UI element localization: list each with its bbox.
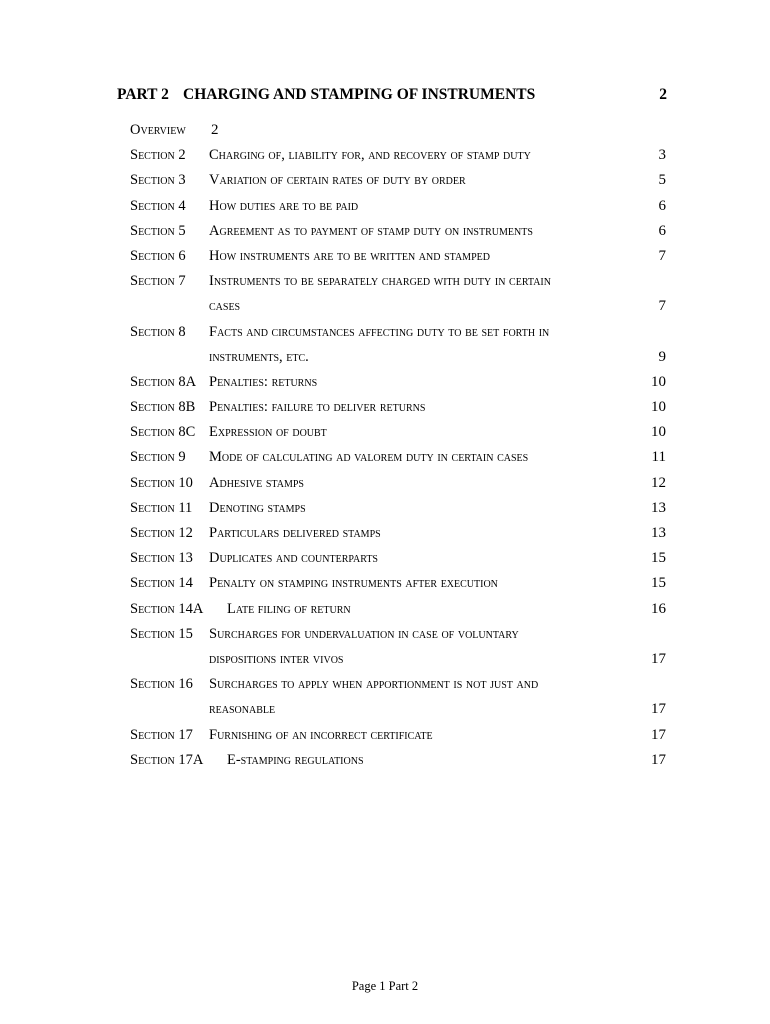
toc-section-title: Duplicates and counterparts (209, 550, 378, 567)
toc-section-title: Penalty on stamping instruments after execution (209, 575, 498, 592)
toc-section-title: Charging of, liability for, and recovery of stamp duty (209, 147, 531, 164)
toc-page-number: 10 (651, 424, 666, 441)
toc-entry (130, 597, 666, 622)
toc-section-title: Mode of calculating ad valorem duty in certain cases (209, 449, 529, 466)
toc-section-title: Expression of doubt (209, 424, 327, 441)
toc-section-number: Section 12 (130, 525, 193, 541)
toc-section-title: Penalties: returns (209, 373, 318, 390)
table-of-contents (130, 118, 666, 773)
toc-section-title: Denoting stamps (209, 499, 306, 516)
toc-page-number: 13 (651, 525, 666, 541)
toc-page-number: 10 (651, 373, 666, 390)
part-label: PART 2 (117, 86, 169, 103)
toc-page-number: 7 (658, 298, 666, 315)
toc-entry (130, 672, 666, 722)
toc-entry (130, 370, 666, 395)
toc-page-number: 9 (658, 348, 666, 365)
toc-section-number: Section 11 (130, 499, 193, 516)
part-title: CHARGING AND STAMPING OF INSTRUMENTS (183, 86, 536, 103)
toc-section-number: Section 8A (130, 373, 197, 390)
toc-entry-overview (130, 118, 666, 143)
overview-label: Overview (130, 122, 186, 138)
toc-entry (130, 546, 666, 571)
toc-page-number: 15 (651, 575, 666, 592)
toc-entry (130, 748, 666, 773)
toc-page-number: 15 (651, 550, 666, 567)
toc-section-title: Furnishing of an incorrect certificate (209, 726, 433, 743)
toc-entry (130, 168, 666, 193)
toc-page-number: 5 (658, 172, 666, 189)
toc-section-number: Section 14A (130, 600, 204, 617)
toc-entry (130, 496, 666, 521)
toc-section-number: Section 6 (130, 247, 186, 264)
toc-section-title: Variation of certain rates of duty by order (209, 172, 466, 189)
toc-section-title-continued: cases (209, 298, 241, 315)
toc-section-number: Section 16 (130, 676, 193, 693)
toc-section-number: Section 7 (130, 273, 186, 290)
toc-section-number: Section 8B (130, 399, 196, 416)
toc-page-number: 17 (651, 701, 666, 718)
toc-entry (130, 194, 666, 219)
toc-section-number: Section 9 (130, 449, 186, 466)
toc-section-number: Section 14 (130, 575, 193, 592)
toc-page-number: 3 (658, 147, 666, 164)
toc-page-number: 17 (651, 726, 666, 743)
toc-page-number: 11 (651, 449, 666, 466)
toc-entry (130, 244, 666, 269)
toc-entry (130, 320, 666, 370)
toc-section-title: Late filing of return (227, 600, 351, 617)
toc-section-title: Penalties: failure to deliver returns (209, 399, 426, 416)
toc-section-title: Surcharges for undervaluation in case of voluntary (209, 625, 519, 642)
toc-section-title: Instruments to be separately charged with duty in certain (209, 273, 551, 290)
toc-entry (130, 571, 666, 596)
toc-page-number: 10 (651, 399, 666, 416)
toc-section-title: Surcharges to apply when apportionment is not just and (209, 676, 539, 693)
toc-section-title-continued: reasonable (209, 701, 276, 718)
toc-section-title-continued: instruments, etc. (209, 348, 309, 365)
toc-section-number: Section 17 (130, 726, 193, 743)
toc-section-number: Section 8C (130, 424, 196, 441)
toc-section-title: How instruments are to be written and stamped (209, 247, 490, 264)
toc-section-number: Section 5 (130, 222, 186, 239)
toc-section-number: Section 2 (130, 147, 186, 164)
toc-entry (130, 471, 666, 496)
toc-section-number: Section 15 (130, 625, 193, 642)
toc-section-number: Section 8 (130, 323, 186, 340)
toc-section-title: How duties are to be paid (209, 197, 359, 214)
overview-page-number: 2 (211, 122, 219, 138)
toc-entry (130, 445, 666, 470)
part-page-number: 2 (659, 86, 667, 103)
toc-section-title: E-stamping regulations (227, 751, 364, 768)
toc-page-number: 6 (658, 197, 666, 214)
toc-section-title: Particulars delivered stamps (209, 525, 381, 541)
toc-section-title: Agreement as to payment of stamp duty on instruments (209, 222, 533, 239)
toc-entry (130, 143, 666, 168)
toc-entry (130, 420, 666, 445)
toc-page-number: 12 (651, 474, 666, 491)
toc-section-title: Facts and circumstances affecting duty to be set forth in (209, 323, 550, 340)
toc-page-number: 7 (658, 247, 666, 264)
toc-entry (130, 622, 666, 672)
toc-section-number: Section 17A (130, 751, 204, 768)
toc-page-number: 13 (651, 499, 666, 516)
toc-entry (130, 521, 666, 546)
toc-entry (130, 723, 666, 748)
toc-section-title: Adhesive stamps (209, 474, 304, 491)
toc-section-number: Section 3 (130, 172, 186, 189)
toc-entry (130, 395, 666, 420)
toc-page-number: 17 (651, 650, 666, 667)
toc-page-number: 17 (651, 751, 666, 768)
toc-section-number: Section 13 (130, 550, 193, 567)
toc-section-number: Section 10 (130, 474, 193, 491)
toc-section-number: Section 4 (130, 197, 186, 214)
part-heading (117, 86, 667, 108)
toc-entry (130, 219, 666, 244)
toc-page-number: 16 (651, 600, 666, 617)
toc-page-number: 6 (658, 222, 666, 239)
page-footer: Page 1 Part 2 (351, 979, 419, 993)
toc-entry (130, 269, 666, 319)
toc-section-title-continued: dispositions inter vivos (209, 650, 344, 667)
